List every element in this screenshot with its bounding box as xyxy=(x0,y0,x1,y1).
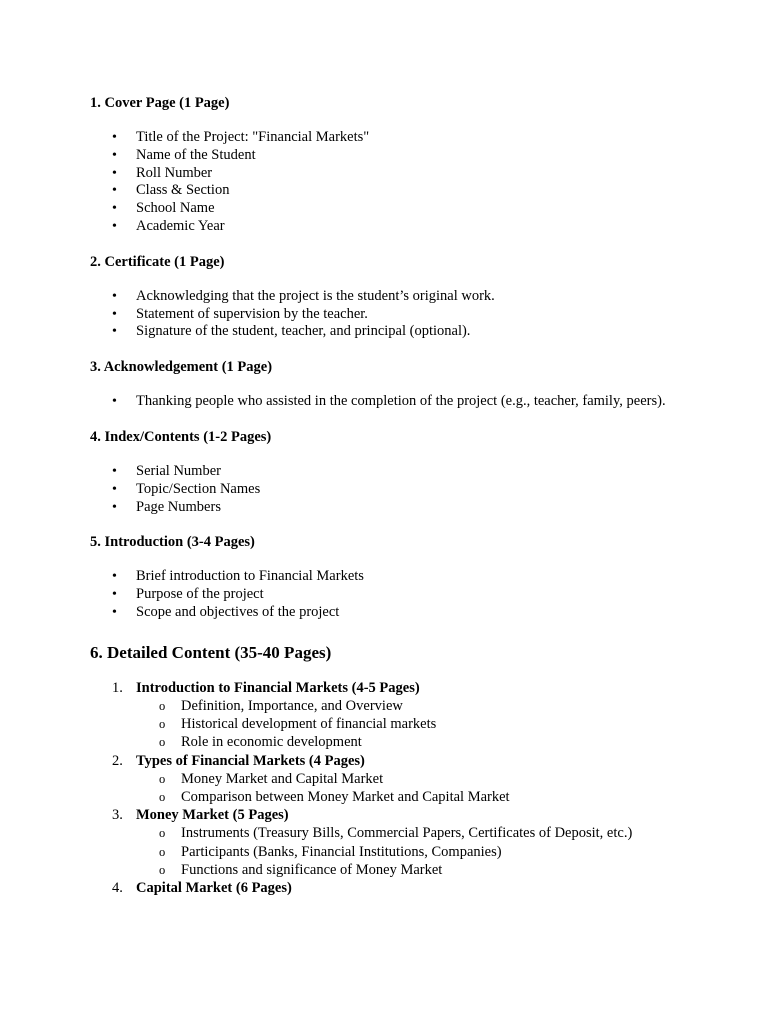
list-item xyxy=(90,604,690,622)
item-number: 2. xyxy=(112,752,123,769)
item-number: 4. xyxy=(112,879,123,896)
section-detailed-content xyxy=(90,639,690,897)
list-item xyxy=(90,147,690,165)
item-number: 1. xyxy=(112,679,123,696)
section-index-contents xyxy=(90,428,690,516)
sub-item-text: Comparison between Money Market and Capital Market xyxy=(181,788,510,805)
sub-item xyxy=(136,733,690,751)
list-item xyxy=(90,481,690,499)
document-body xyxy=(90,94,690,897)
numbered-item xyxy=(90,879,690,897)
numbered-item xyxy=(90,752,690,807)
bullet-icon: • xyxy=(112,463,117,479)
list-item-text: Academic Year xyxy=(136,217,225,234)
list-item xyxy=(90,182,690,200)
bullet-list xyxy=(90,568,690,621)
section-heading: 3. Acknowledgement (1 Page) xyxy=(90,359,273,376)
sub-item-text: Definition, Importance, and Overview xyxy=(181,697,403,714)
section-heading: 5. Introduction (3-4 Pages) xyxy=(90,534,255,551)
bullet-icon: • xyxy=(112,288,117,304)
sub-item xyxy=(136,715,690,733)
list-item xyxy=(90,393,690,411)
section-heading: 6. Detailed Content (35-40 Pages) xyxy=(90,642,332,662)
list-item xyxy=(90,586,690,604)
bullet-list xyxy=(90,463,690,516)
bullet-icon: • xyxy=(112,324,117,340)
circle-bullet-icon: o xyxy=(159,735,166,750)
sub-item xyxy=(136,824,690,842)
sub-list xyxy=(136,824,690,879)
section-heading: 2. Certificate (1 Page) xyxy=(90,253,225,270)
list-item-text: Scope and objectives of the project xyxy=(136,603,340,620)
bullet-icon: • xyxy=(112,499,117,515)
list-item-text: Acknowledging that the project is the student’s original work. xyxy=(136,287,495,304)
bullet-icon: • xyxy=(112,569,117,585)
bullet-list xyxy=(90,288,690,341)
list-item-text: Thanking people who assisted in the completion of the project (e.g., teacher, family, peers). xyxy=(136,393,666,410)
list-item-text: Roll Number xyxy=(136,164,213,181)
section-heading: 4. Index/Contents (1-2 Pages) xyxy=(90,428,272,445)
section-introduction xyxy=(90,533,690,621)
numbered-item xyxy=(90,679,690,752)
list-item xyxy=(90,218,690,236)
sub-item-text: Role in economic development xyxy=(181,734,362,751)
bullet-list xyxy=(90,393,690,411)
section-acknowledgement xyxy=(90,358,690,411)
list-item xyxy=(90,323,690,341)
section-certificate xyxy=(90,253,690,341)
list-item-text: Brief introduction to Financial Markets xyxy=(136,568,364,585)
list-item xyxy=(90,306,690,324)
sub-item xyxy=(136,788,690,806)
sub-item xyxy=(136,697,690,715)
circle-bullet-icon: o xyxy=(159,826,166,841)
list-item-text: Purpose of the project xyxy=(136,586,264,603)
circle-bullet-icon: o xyxy=(159,698,166,713)
bullet-icon: • xyxy=(112,165,117,181)
list-item xyxy=(90,165,690,183)
sub-item-text: Participants (Banks, Financial Institutions, Companies) xyxy=(181,843,502,860)
numbered-item xyxy=(90,806,690,879)
bullet-icon: • xyxy=(112,147,117,163)
bullet-icon: • xyxy=(112,481,117,497)
list-item xyxy=(90,568,690,586)
list-item-text: Topic/Section Names xyxy=(136,480,261,497)
bullet-icon: • xyxy=(112,394,117,410)
section-cover-page xyxy=(90,94,690,236)
bullet-icon: • xyxy=(112,587,117,603)
list-item xyxy=(90,288,690,306)
list-item xyxy=(90,499,690,517)
list-item-text: Signature of the student, teacher, and principal (optional). xyxy=(136,323,471,340)
sub-item xyxy=(136,843,690,861)
list-item-text: Serial Number xyxy=(136,462,221,479)
bullet-icon: • xyxy=(112,218,117,234)
list-item xyxy=(90,200,690,218)
bullet-icon: • xyxy=(112,306,117,322)
section-heading: 1. Cover Page (1 Page) xyxy=(90,95,230,111)
bullet-icon: • xyxy=(112,183,117,199)
numbered-list xyxy=(90,679,690,897)
list-item-text: Statement of supervision by the teacher. xyxy=(136,305,368,322)
bullet-icon: • xyxy=(112,201,117,217)
list-item-text: Class & Section xyxy=(136,182,230,199)
sub-item-text: Instruments (Treasury Bills, Commercial Papers, Certificates of Deposit, etc.) xyxy=(181,825,633,842)
item-title: Introduction to Financial Markets (4-5 Pages) xyxy=(136,679,420,696)
item-title: Money Market (5 Pages) xyxy=(136,807,289,824)
list-item xyxy=(90,463,690,481)
circle-bullet-icon: o xyxy=(159,844,166,859)
bullet-icon: • xyxy=(112,604,117,620)
circle-bullet-icon: o xyxy=(159,771,166,786)
sub-item-text: Functions and significance of Money Market xyxy=(181,861,443,878)
bullet-icon: • xyxy=(112,130,117,145)
circle-bullet-icon: o xyxy=(159,789,166,804)
list-item-text: School Name xyxy=(136,200,215,217)
sub-item xyxy=(136,770,690,788)
item-title: Capital Market (6 Pages) xyxy=(136,879,292,896)
item-title: Types of Financial Markets (4 Pages) xyxy=(136,752,365,769)
sub-list xyxy=(136,697,690,752)
circle-bullet-icon: o xyxy=(159,717,166,732)
list-item-text: Name of the Student xyxy=(136,146,256,163)
circle-bullet-icon: o xyxy=(159,862,166,877)
sub-item-text: Historical development of financial markets xyxy=(181,716,437,733)
sub-item xyxy=(136,861,690,879)
sub-list xyxy=(136,770,690,806)
item-number: 3. xyxy=(112,807,123,824)
list-item xyxy=(90,129,690,147)
list-item-text: Title of the Project: "Financial Markets" xyxy=(136,129,370,145)
list-item-text: Page Numbers xyxy=(136,498,221,515)
sub-item-text: Money Market and Capital Market xyxy=(181,770,384,787)
bullet-list xyxy=(90,129,690,236)
